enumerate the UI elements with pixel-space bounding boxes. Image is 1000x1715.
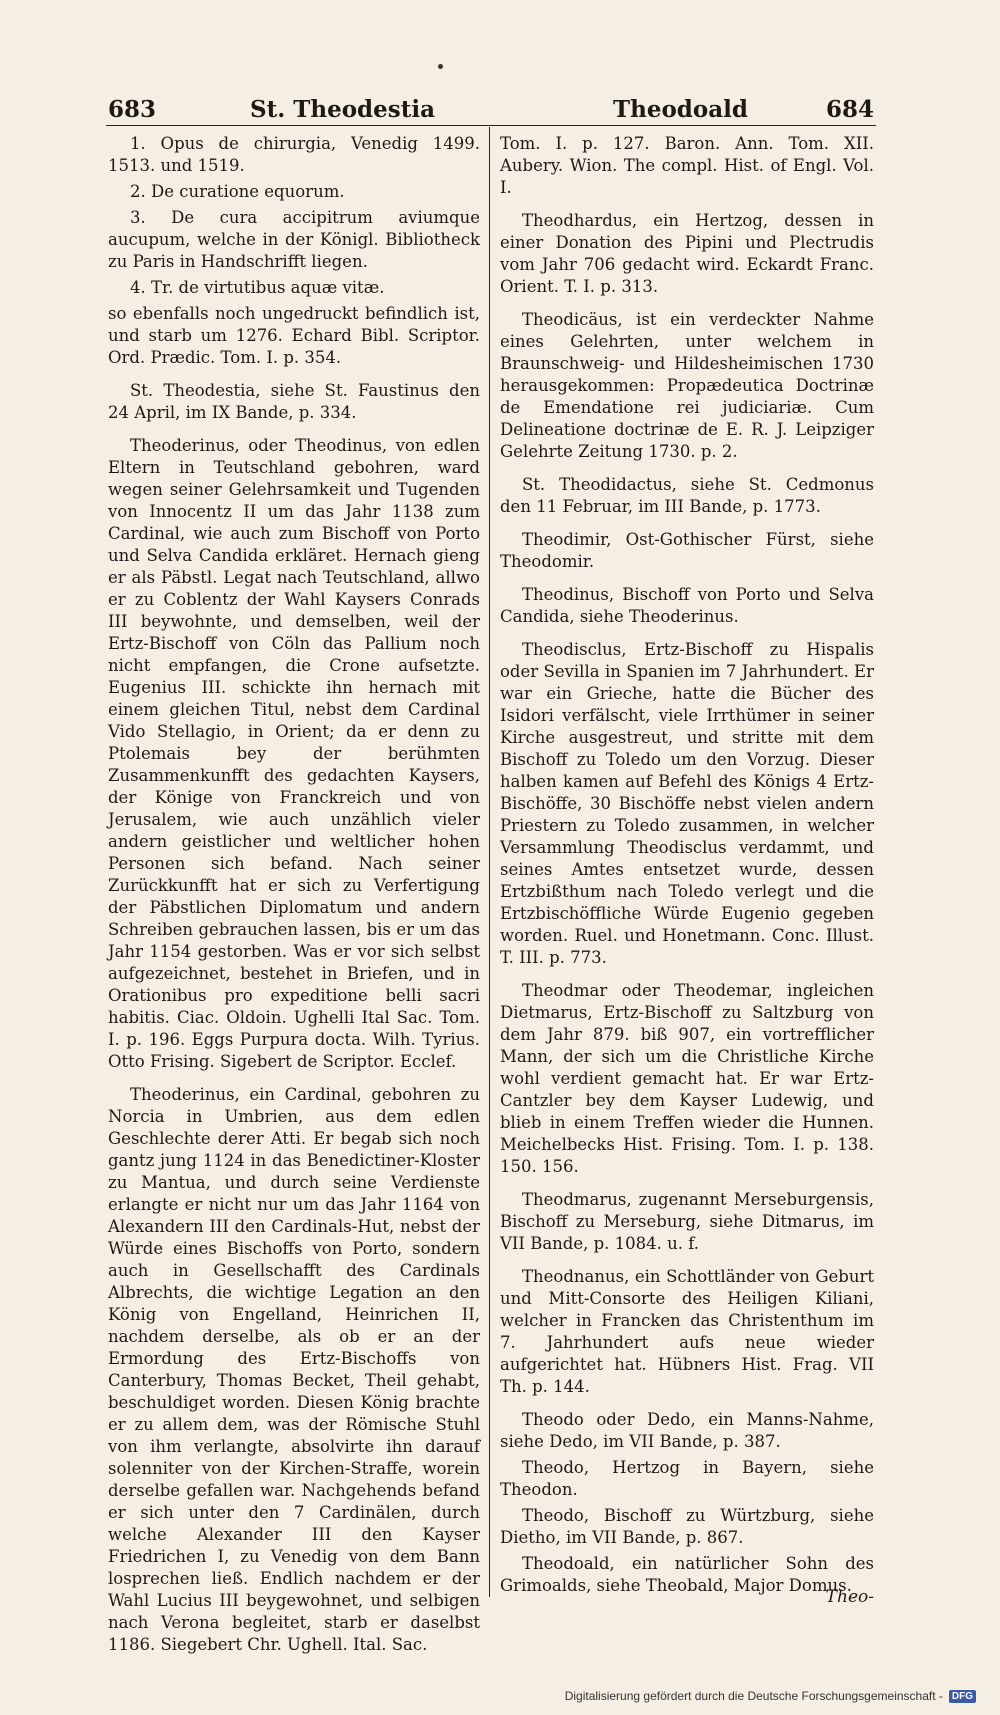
entry-paragraph: Theodo oder Dedo, ein Manns-Nahme, siehe Dedo, im VII Bande, p. 387. bbox=[500, 1410, 874, 1451]
dfg-logo: DFG bbox=[949, 1690, 976, 1703]
entry-paragraph: Theodisclus, Ertz-Bischoff zu Hispalis oder Sevilla in Spanien im 7 Jahrhundert. Er war ein Grieche, hatte die Bücher des Isidori verfälscht, viele Irrthümer in seiner Kirche ausgestreut, und stritte mit dem Bischoff zu Toledo um den Vorzug. Dieser halben kamen auf Befehl des Königs 4 Ertz-Bischöffe, 30 Bischöffe nebst vielen andern Priestern zu Toledo zusammen, in welcher Versammlung Theodisclus verdammt, und seines Amtes entsetzet wurde, dessen Ertzbißthum nach Toledo verlegt und die Ertzbischöffliche Würde Eugenio gegeben worden. Ruel. und Honetmann. Conc. Illust. T. III. p. 773. bbox=[500, 640, 874, 967]
digitization-footer bbox=[565, 1689, 976, 1703]
print-speck bbox=[438, 64, 443, 69]
list-item: 4. Tr. de virtutibus aquæ vitæ. bbox=[130, 278, 385, 297]
list-item: 2. De curatione equorum. bbox=[130, 182, 345, 201]
right-column bbox=[500, 133, 874, 1601]
running-header bbox=[108, 96, 874, 136]
running-title-right: Theodoald bbox=[613, 96, 748, 123]
entry-paragraph: Theodo, Hertzog in Bayern, siehe Theodon. bbox=[500, 1458, 874, 1499]
entry-paragraph: Theodmar oder Theodemar, ingleichen Dietmarus, Ertz-Bischoff zu Saltzburg von dem Jahr 879. biß 907, ein vortrefflicher Mann, der sich um die Christliche Kirche wohl verdient gemacht hat. Er war Ertz-Cantzler bey dem Kayser Ludewig, und blieb in einem Treffen wieder die Hunnen. Meichelbecks Hist. Frising. Tom. I. p. 138. 150. 156. bbox=[500, 981, 874, 1176]
footer-text: Digitalisierung gefördert durch die Deutsche Forschungsgemeinschaft - bbox=[564, 1689, 943, 1703]
entry-paragraph: Theoderinus, ein Cardinal, gebohren zu Norcia in Umbrien, aus dem edlen Geschlechte derer Atti. Er begab sich noch gantz jung 1124 in das Benedictiner-Kloster zu Mantua, und durch seine Verdienste erlangte er nicht nur um das Jahr 1164 von Alexandern III den Cardinals-Hut, nebst der Würde eines Bischoffs von Porto, sondern auch in Gesellschafft des Cardinals Albrechts, die wichtige Legation an den König von Engelland, Heinrichen II, nachdem derselbe, als ob er an der Ermordung des Ertz-Bischoffs von Canterbury, Thomas Becket, Theil gehabt, beschuldiget worden. Diesen König brachte er zu allem dem, was der Römische Stuhl von ihm verlangte, absolvirte ihn darauf solenniter von der Kirchen-Straffe, worein derselbe gefallen war. Nachgehends befand er sich unter den 7 Cardinälen, durch welche Alexander III den Kayser Friedrichen I, zu Venedig von dem Bann losprechen ließ. Endlich nachdem er der Wahl Lucius III beygewohnet, und selbigen nach Verona begleitet, starb er daselbst 1186. Siegebert Chr. Ughell. Ital. Sac. bbox=[108, 1085, 480, 1654]
entry-paragraph: so ebenfalls noch ungedruckt befindlich ist, und starb um 1276. Echard Bibl. Scriptor. Ord. Prædic. Tom. I. p. 354. bbox=[108, 304, 480, 367]
running-title-left: St. Theodestia bbox=[250, 96, 435, 123]
entry-paragraph: Theodinus, Bischoff von Porto und Selva Candida, siehe Theoderinus. bbox=[500, 585, 874, 626]
header-rule bbox=[106, 125, 876, 126]
entry-paragraph: Theodoald, ein natürlicher Sohn des Grimoalds, siehe Theobald, Major Domus. bbox=[500, 1554, 874, 1595]
entry-paragraph: Theodmarus, zugenannt Merseburgensis, Bischoff zu Merseburg, siehe Ditmarus, im VII Bande, p. 1084. u. f. bbox=[500, 1190, 874, 1253]
page-number-left: 683 bbox=[108, 96, 157, 123]
entry-paragraph: Theodnanus, ein Schottländer von Geburt und Mitt-Consorte des Heiligen Kiliani, welcher in Francken das Christenthum im 7. Jahrhundert aufs neue wieder aufgerichtet hat. Hübners Hist. Frag. VII Th. p. 144. bbox=[500, 1267, 874, 1396]
left-column bbox=[108, 133, 480, 1667]
entry-paragraph: Theodimir, Ost-Gothischer Fürst, siehe Theodomir. bbox=[500, 530, 874, 571]
list-item: 3. De cura accipitrum aviumque aucupum, welche in der Königl. Bibliotheck zu Paris in Handschrifft liegen. bbox=[108, 208, 480, 271]
catchword: Theo- bbox=[825, 1587, 874, 1607]
entry-paragraph: Tom. I. p. 127. Baron. Ann. Tom. XII. Aubery. Wion. The compl. Hist. of Engl. Vol. I. bbox=[500, 134, 874, 197]
page-number-right: 684 bbox=[825, 96, 874, 123]
entry-paragraph: Theodicäus, ist ein verdeckter Nahme eines Gelehrten, unter welchem in Braunschweig- und Hildesheimischen 1730 herausgekommen: Propædeutica Doctrinæ de Emendatione rei judiciariæ. Cum Delineatione doctrinæ de E. R. J. Leipziger Gelehrte Zeitung 1730. p. 2. bbox=[500, 310, 874, 461]
entry-paragraph: Theodo, Bischoff zu Würtzburg, siehe Dietho, im VII Bande, p. 867. bbox=[500, 1506, 874, 1547]
column-divider bbox=[489, 127, 490, 1597]
list-item: 1. Opus de chirurgia, Venedig 1499. 1513. und 1519. bbox=[108, 134, 480, 175]
entry-paragraph: Theodhardus, ein Hertzog, dessen in einer Donation des Pipini und Plectrudis vom Jahr 706 gedacht wird. Eckardt Franc. Orient. T. I. p. 313. bbox=[500, 211, 874, 296]
entry-paragraph: Theoderinus, oder Theodinus, von edlen Eltern in Teutschland gebohren, ward wegen seiner Gelehrsamkeit und Tugenden von Innocentz II um das Jahr 1138 zum Cardinal, wie auch zum Bischoff von Porto und Selva Candida erkläret. Hernach gieng er als Päbstl. Legat nach Teutschland, allwo er zu Coblentz der Wahl Kaysers Conrads III beywohnte, und demselben, weil der Ertz-Bischoff von Cöln das Pallium noch nicht empfangen, die Crone aufsetzte. Eugenius III. schickte ihn hernach mit einem gleichen Titul, nebst dem Cardinal Vido Stellagio, in Orient; da er denn zu Ptolemais bey der berühmten Zusammenkunfft des gedachten Kaysers, der Könige von Franckreich und von Jerusalem, wie auch unzählich vieler andern geistlicher und weltlicher hohen Personen sich befand. Nach seiner Zurückkunfft hat er sich zu Verfertigung der Päbstlichen Diplomatum und andern Schreiben gebrauchen lassen, bis er um das Jahr 1154 gestorben. Was er vor sich selbst aufgezeichnet, bestehet in Briefen, und in Orationibus pro expeditione belli sacri habitis. Ciac. Oldoin. Ughelli Ital Sac. Tom. I. p. 196. Eggs Purpura docta. Wilh. Tyrius. Otto Frising. Sigebert de Scriptor. Ecclef. bbox=[108, 436, 480, 1071]
entry-paragraph: St. Theodestia, siehe St. Faustinus den 24 April, im IX Bande, p. 334. bbox=[108, 381, 480, 422]
entry-paragraph: St. Theodidactus, siehe St. Cedmonus den 11 Februar, im III Bande, p. 1773. bbox=[500, 475, 874, 516]
